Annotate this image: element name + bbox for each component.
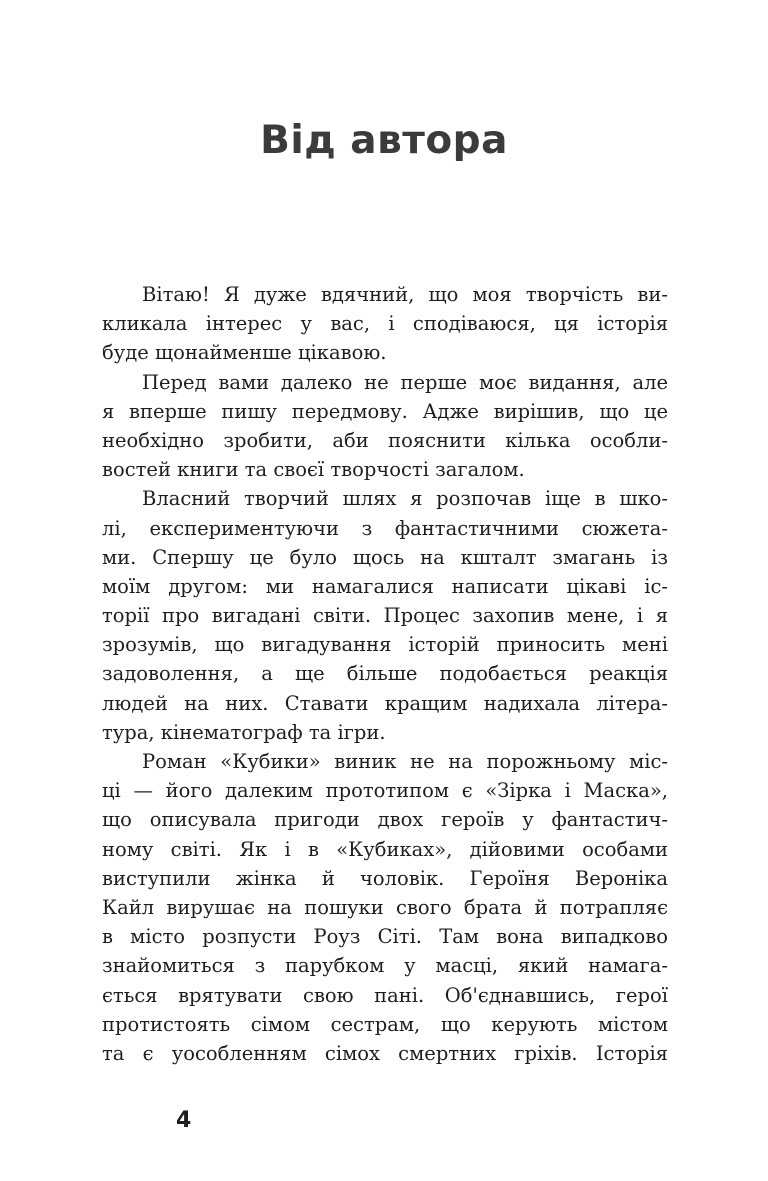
text-line: знайомиться з парубком у масці, який намага- <box>102 954 668 978</box>
text-line: ному світі. Як і в «Кубиках», дійовими особами <box>102 837 668 861</box>
text-line: лі, експериментуючи з фантастичними сюжета- <box>102 516 668 540</box>
text-line: Вітаю! Я дуже вдячний, що моя творчість ви- <box>142 283 668 306</box>
body-text <box>102 280 668 1068</box>
text-line: востей книги та своєї творчості загалом. <box>102 458 525 482</box>
text-line: тура, кінематограф та ігри. <box>102 720 386 744</box>
text-line: буде щонайменше цікавою. <box>102 341 387 365</box>
text-line: людей на них. Ставати кращим надихала літера- <box>102 691 668 715</box>
text-line: Перед вами далеко не перше моє видання, але <box>142 370 668 394</box>
text-line: протистоять сімом сестрам, що керують містом <box>102 1012 668 1036</box>
text-line: ється врятувати свою пані. Об'єднавшись, герої <box>102 983 668 1007</box>
text-line: що описувала пригоди двох героїв у фантастич- <box>102 808 668 832</box>
text-line: виступили жінка й чоловік. Героїня Вероніка <box>102 866 668 890</box>
text-line: кликала інтерес у вас, і сподіваюся, ця історія <box>102 312 668 336</box>
text-line: ми. Спершу це було щось на кшталт змагань із <box>102 545 668 569</box>
text-line: зрозумів, що вигадування історій приносить мені <box>102 633 668 657</box>
page-number: 4 <box>176 1108 192 1133</box>
text-line: в місто розпусти Роуз Сіті. Там вона випадково <box>102 925 668 949</box>
text-line: ці — його далеким прототипом є «Зірка і Маска», <box>102 779 668 803</box>
page-title: Від автора <box>260 118 508 163</box>
text-line: задоволення, а ще більше подобається реакція <box>102 662 668 686</box>
text-line: я вперше пишу передмову. Адже вирішив, що це <box>102 399 668 423</box>
text-line: та є уособленням сімох смертних гріхів. Історія <box>102 1041 668 1065</box>
text-line: Роман «Кубики» виник не на порожньому міс- <box>142 750 668 773</box>
text-line: Кайл вирушає на пошуки свого брата й потрапляє <box>102 895 668 919</box>
text-line: моїм другом: ми намагалися написати цікаві іс- <box>102 574 668 598</box>
text-line: Власний творчий шлях я розпочав іще в шко- <box>142 487 668 511</box>
text-line: необхідно зробити, аби пояснити кілька особли- <box>102 428 668 452</box>
text-line: торії про вигадані світи. Процес захопив мене, і я <box>102 604 668 628</box>
